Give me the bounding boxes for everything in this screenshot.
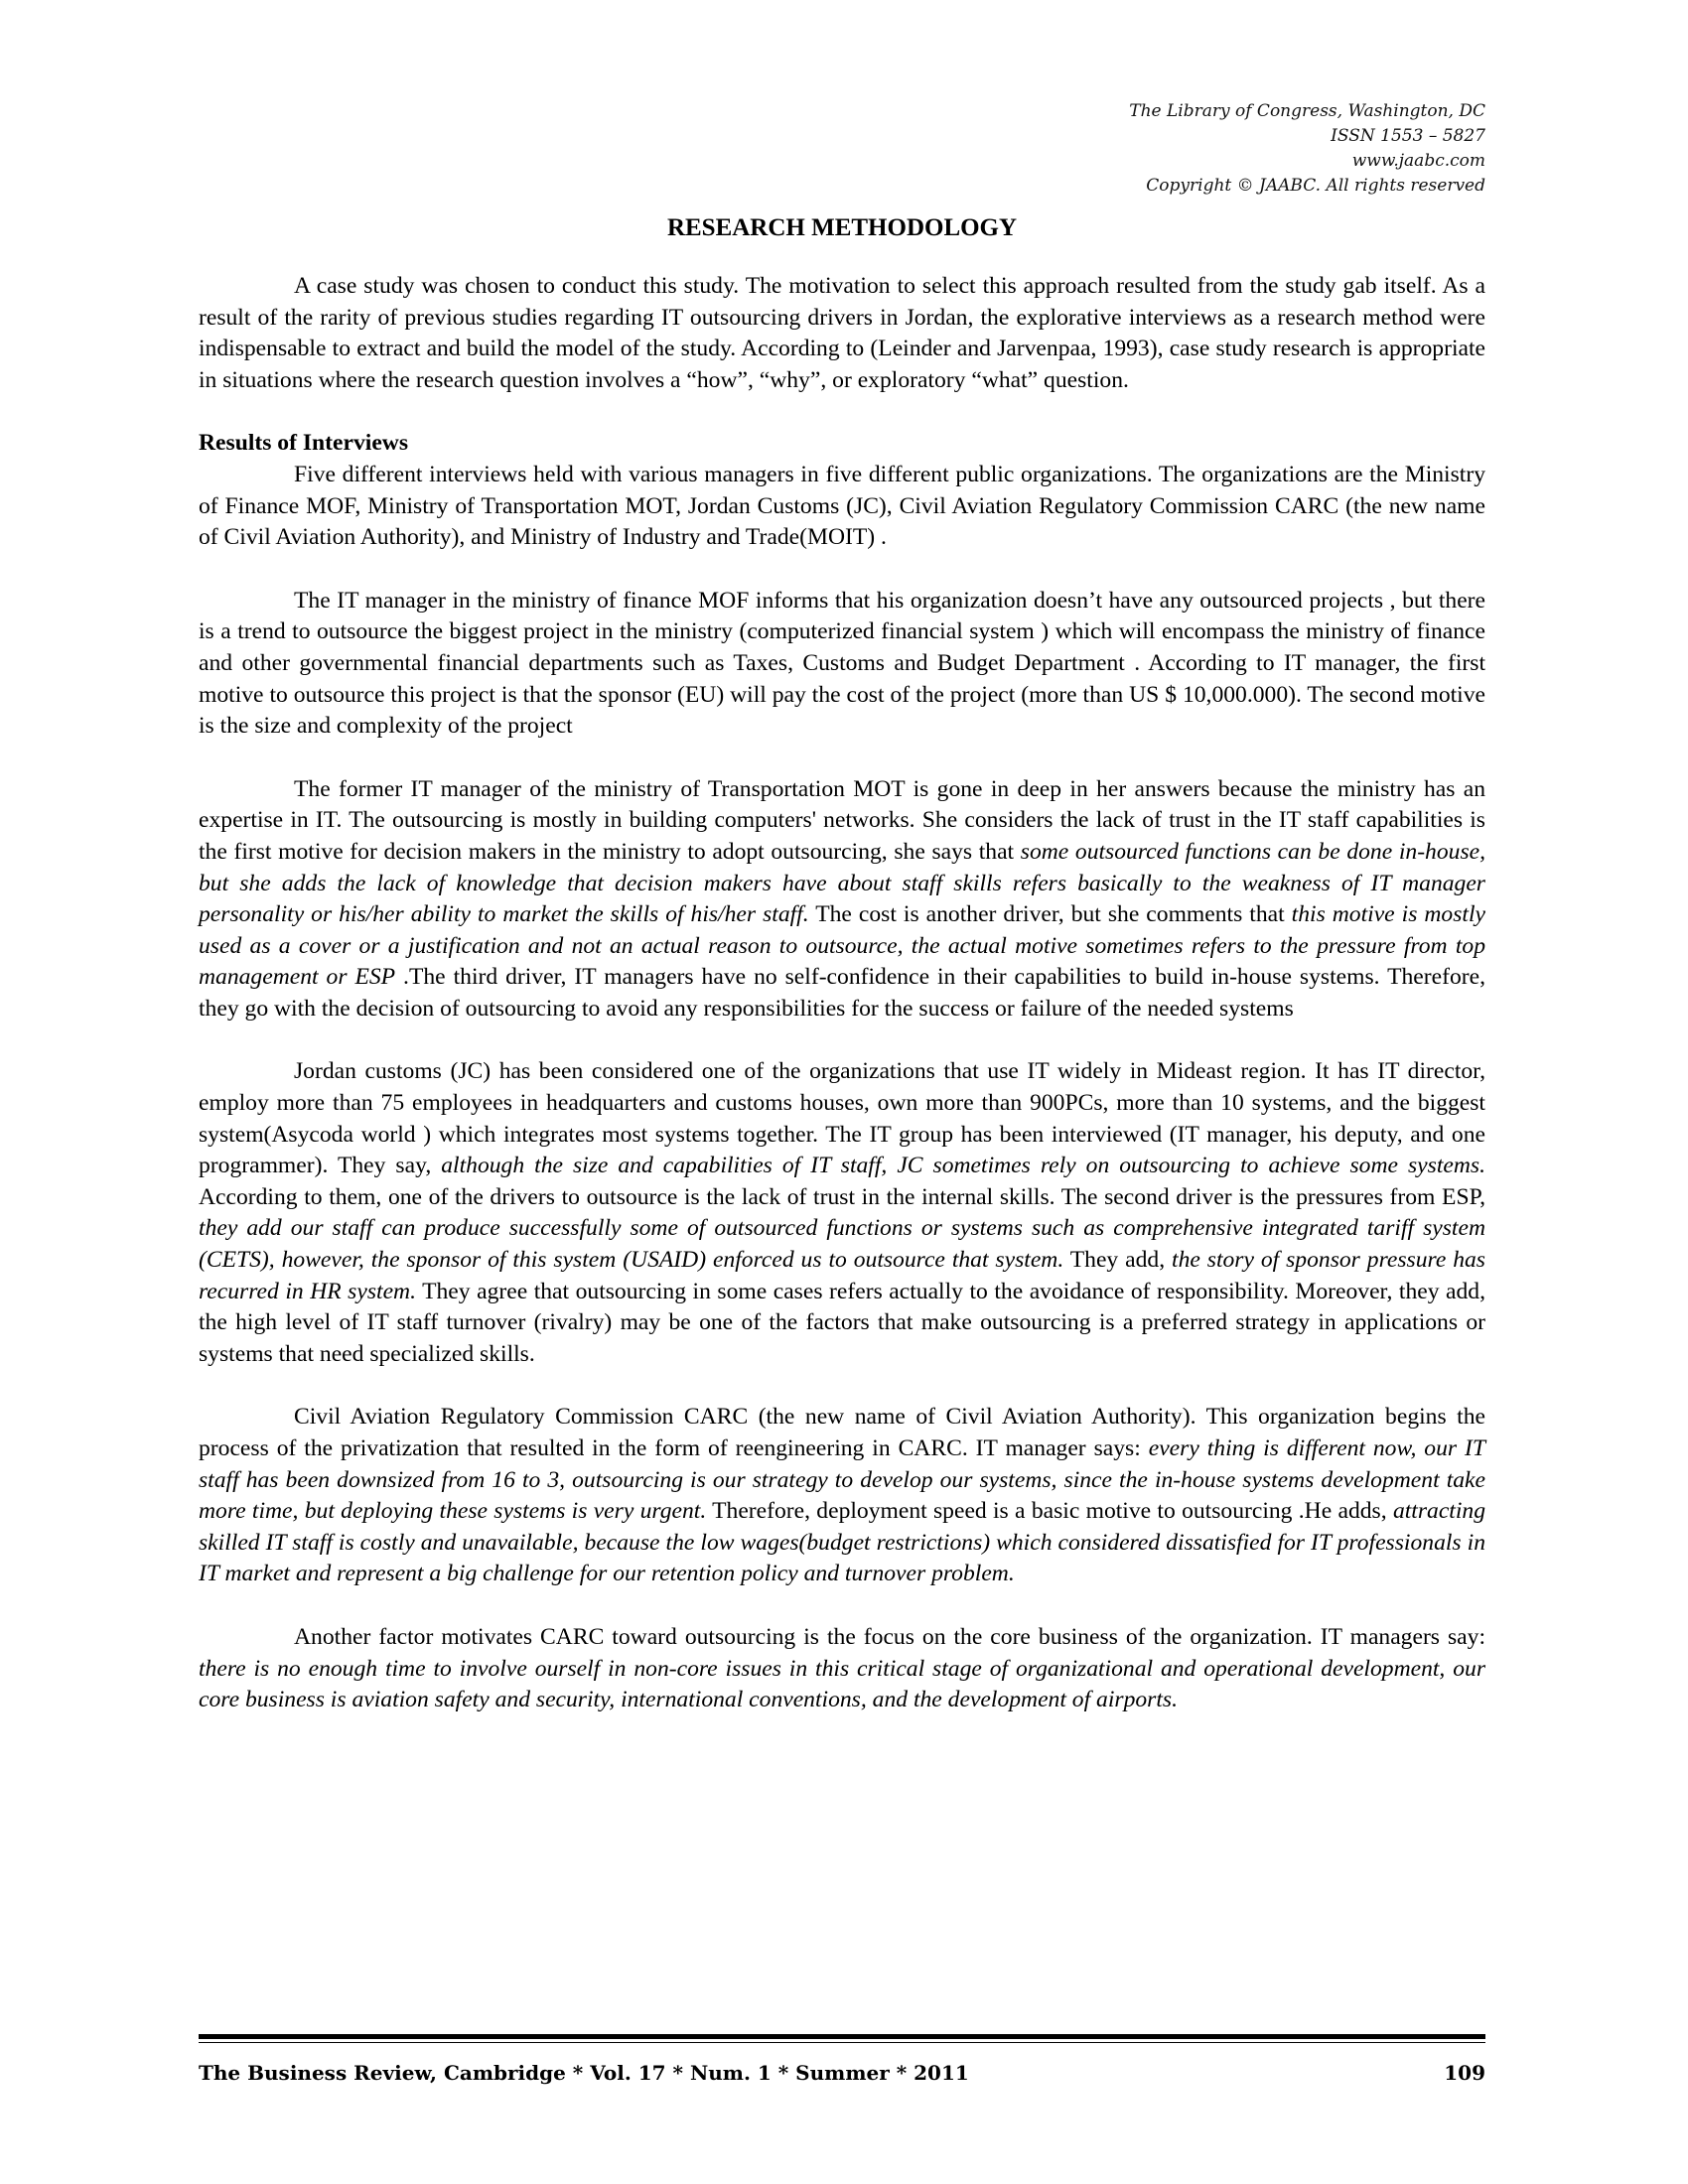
text-run: The former IT manager of the ministry of Transportation MOT is gone in deep in her answers because the ministry has an expertise in IT. The outsourcing is mostly in building computers' networks. She considers the lack of trust in the IT staff capabilities is the first motive for decision makers in the ministry to adopt outsourcing, she says that — [199, 775, 1485, 865]
footer-rule-thick — [199, 2034, 1485, 2039]
text-run: Therefore, deployment speed is a basic motive to outsourcing .He adds, — [706, 1498, 1393, 1525]
text-run: Civil Aviation Regulatory Commission CARC (the new name of Civil Aviation Authority). This organization begins the process of the privatization that resulted in the form of reengineering in CARC. IT manager says: — [199, 1404, 1485, 1461]
article-body — [199, 271, 1485, 1716]
page-footer — [199, 2061, 1485, 2091]
text-run: Another factor motivates CARC toward outsourcing is the focus on the core business of the organization. IT managers say: — [294, 1623, 1485, 1650]
quote-run: they add our staff can produce successfully some of outsourced functions or systems such as comprehensive integrated tariff system (CETS), however, the sponsor of this system (USAID) enforced us to outsource that system. — [199, 1215, 1485, 1274]
footer-journal-citation: The Business Review, Cambridge * Vol. 17 * Num. 1 * Summer * 2011 — [199, 2061, 969, 2085]
text-run: The cost is another driver, but she comments that — [808, 901, 1292, 928]
quote-run: every thing is different now, our IT staff has been downsized from 16 to 3, outsourcing is our strategy to develop our systems, since the in-house systems development take more time, but deploying these systems is very urgent. — [199, 1435, 1485, 1525]
text-run: They agree that outsourcing in some cases refers actually to the avoidance of responsibility. Moreover, they add, the high level of IT staff turnover (rivalry) may be one of the factors that make outsourcing is a preferred strategy in applications or systems that need specialized skills. — [199, 1278, 1486, 1367]
quote-run: although the size and capabilities of IT staff, JC sometimes rely on outsourcing to achieve some systems. — [441, 1153, 1485, 1179]
paragraph-methodology: A case study was chosen to conduct this study. The motivation to select this approach resulted from the study gab itself. As a result of the rarity of previous studies regarding IT outsourcing drivers in Jordan, the explorative interviews as a research method were indispensable to extract and build the model of the study. According to (Leinder and Jarvenpaa, 1993), case study research is appropriate in situations where the research question involves a “how”, “why”, or exploratory “what” question. — [199, 273, 1485, 393]
header-website-line: www.jaabc.com — [1351, 151, 1485, 171]
text-run: Jordan customs (JC) has been considered one of the organizations that use IT widely in Mideast region. It has IT director, employ more than 75 employees in headquarters and customs houses, own more than 900PCs, more than 10 systems, and the biggest system(Asycoda world ) which integrates most systems together. The IT group has been interviewed (IT manager, his deputy, and one programmer). They say, — [199, 1058, 1485, 1179]
quote-run: the story of sponsor pressure has recurred in HR system. — [199, 1247, 1485, 1304]
paragraph-carc — [199, 1402, 1485, 1590]
paragraph-jc — [199, 1056, 1485, 1370]
text-run: They add, — [1063, 1247, 1173, 1274]
text-run: According to them, one of the drivers to outsource is the lack of trust in the internal skills. The second driver is the pressures from ESP, — [199, 1183, 1485, 1210]
section-title: RESEARCH METHODOLOGY — [666, 214, 1018, 241]
quote-run: attracting skilled IT staff is costly and unavailable, because the low wages(budget restrictions) which considered dissatisfied for IT professionals in IT market and represent a big challenge for our retention policy and turnover problem. — [199, 1498, 1485, 1587]
paragraph-mot — [199, 774, 1485, 1025]
quote-run: there is no enough time to involve ourself in non-core issues in this critical stage of organizational and operational development, our core business is aviation safety and security, international conventions, and the development of airports. — [199, 1655, 1485, 1713]
footer-page-number: 109 — [1444, 2061, 1485, 2085]
header-library-line: The Library of Congress, Washington, DC — [1129, 101, 1485, 121]
quote-run: this motive is mostly used as a cover or a justification and not an actual reason to outsource, the actual motive sometimes refers to the pressure from top management or ESP — [199, 901, 1485, 991]
footer-rule-thin — [199, 2042, 1485, 2043]
paragraph-carc-core-business — [199, 1622, 1485, 1716]
subheading-results: Results of Interviews — [199, 430, 409, 457]
journal-header — [953, 99, 1485, 199]
header-copyright-line: Copyright © JAABC. All rights reserved — [1146, 176, 1485, 196]
text-run: .The third driver, IT managers have no self-confidence in their capabilities to build in-house systems. Therefore, they go with the decision of outsourcing to avoid any responsibilities for the success or failure of the needed systems — [199, 964, 1485, 1022]
header-issn-line: ISSN 1553 – 5827 — [1331, 126, 1485, 146]
quote-run: some outsourced functions can be done in-house, but she adds the lack of knowledge that decision makers have about staff skills refers basically to the weakness of IT manager personality or his/her ability to market the skills of his/her staff. — [199, 838, 1485, 928]
paragraph-interviews-overview: Five different interviews held with various managers in five different public organizations. The organizations are the Ministry of Finance MOF, Ministry of Transportation MOT, Jordan Customs (JC), Civil Aviation Regulatory Commission CARC (the new name of Civil Aviation Authority), and Ministry of Industry and Trade(MOIT) . — [199, 461, 1485, 551]
paragraph-mof: The IT manager in the ministry of finance MOF informs that his organization doesn’t have any outsourced projects , but there is a trend to outsource the biggest project in the ministry (computerized financial system ) which will encompass the ministry of finance and other governmental financial departments such as Taxes, Customs and Budget Department . According to IT manager, the first motive to outsource this project is that the sponsor (EU) will pay the cost of the project (more than US $ 10,000.000). The second motive is the size and complexity of the project — [199, 587, 1485, 740]
